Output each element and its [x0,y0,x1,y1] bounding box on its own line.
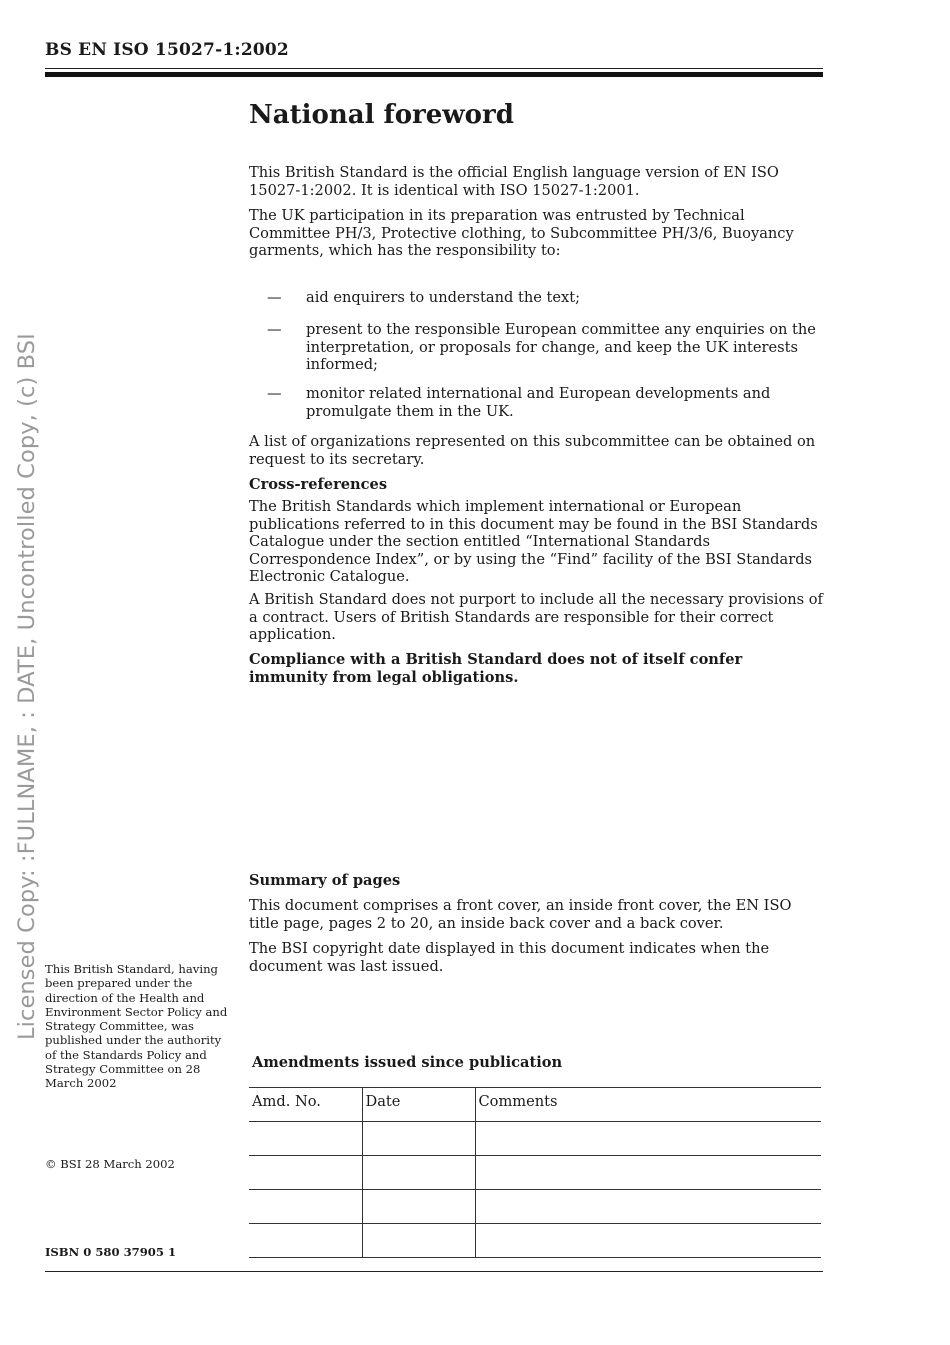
summary-paragraph-1 [249,897,824,932]
intro-paragraph-2 [249,207,824,260]
organizations-text: A list of organizations represented on this subcommittee can be obtained on request to its secretary. [249,433,816,468]
table-cell [362,1224,475,1258]
organizations-paragraph [249,433,824,468]
column-header-date: Date [362,1088,475,1122]
dash-marker: — [267,289,282,306]
table-header-row [249,1088,821,1122]
cross-references-paragraph-2 [249,591,824,644]
summary-paragraph-2 [249,940,824,975]
list-item-text: aid enquirers to understand the text; [306,289,581,306]
footer-rule [45,1271,823,1272]
table-cell [249,1224,362,1258]
table-cell [475,1156,821,1190]
header-thick-rule [45,72,823,77]
summary-text-2: The BSI copyright date displayed in this document indicates when the document was last issued. [249,940,770,975]
summary-heading: Summary of pages [249,872,401,889]
intro-paragraph-1 [249,164,824,199]
table-row [249,1224,821,1258]
document-id-header: BS EN ISO 15027-1:2002 [45,40,289,60]
summary-text-1: This document comprises a front cover, an inside front cover, the EN ISO title page, pages 2 to 20, an inside back cover and a back cover. [249,897,792,932]
dash-marker: — [267,321,282,338]
cross-references-text-2: A British Standard does not purport to include all the necessary provisions of a contract. Users of British Standards are responsible for their correct application. [249,591,823,644]
table-cell [249,1190,362,1224]
table-cell [475,1122,821,1156]
header-thin-rule [45,68,823,69]
dash-marker: — [267,385,282,402]
column-header-comments: Comments [475,1088,821,1122]
table-cell [362,1190,475,1224]
table-cell [475,1224,821,1258]
table-cell [362,1156,475,1190]
cross-references-paragraph-1 [249,498,824,586]
page-title: National foreword [249,100,514,130]
amendments-table [249,1087,821,1258]
publication-note: This British Standard, having been prepared under the direction of the Health and Environment Sector Policy and Strategy Committee, was published under the authority of the Standards Policy and Strategy Committee on 28 March 2002 [45,962,228,1091]
cross-references-heading: Cross-references [249,476,388,493]
intro-text-2: The UK participation in its preparation was entrusted by Technical Committee PH/3, Protective clothing, to Subcommittee PH/3/6, Buoyancy garments, which has the responsibility to: [249,207,794,260]
table-cell [475,1190,821,1224]
responsibility-list [249,289,824,429]
table-row [249,1156,821,1190]
compliance-statement: Compliance with a British Standard does not of itself confer immunity from legal obligations. [249,651,743,686]
list-item-text: present to the responsible European committee any enquiries on the interpretation, or proposals for change, and keep the UK interests informed; [306,321,816,374]
table-cell [249,1122,362,1156]
table-row [249,1122,821,1156]
intro-text-1: This British Standard is the official English language version of EN ISO 15027-1:2002. It is identical with ISO 15027-1:2001. [249,164,779,199]
copyright-notice: © BSI 28 March 2002 [45,1157,175,1171]
license-watermark: Licensed Copy: :FULLNAME, : DATE, Uncontrolled Copy, (c) BSI [14,333,40,1040]
isbn-number: ISBN 0 580 37905 1 [45,1245,177,1259]
table-cell [362,1122,475,1156]
cross-references-text-1: The British Standards which implement international or European publications referred to in this document may be found in the BSI Standards Catalogue under the section entitled “International Standards Correspondence Index”, or by using the “Find” facility of the BSI Standards Electronic Catalogue. [249,498,818,586]
list-item-text: monitor related international and European developments and promulgate them in the UK. [306,385,771,420]
amendments-title: Amendments issued since publication [252,1054,563,1071]
table-cell [249,1156,362,1190]
table-row [249,1190,821,1224]
column-header-amd-no: Amd. No. [249,1088,362,1122]
